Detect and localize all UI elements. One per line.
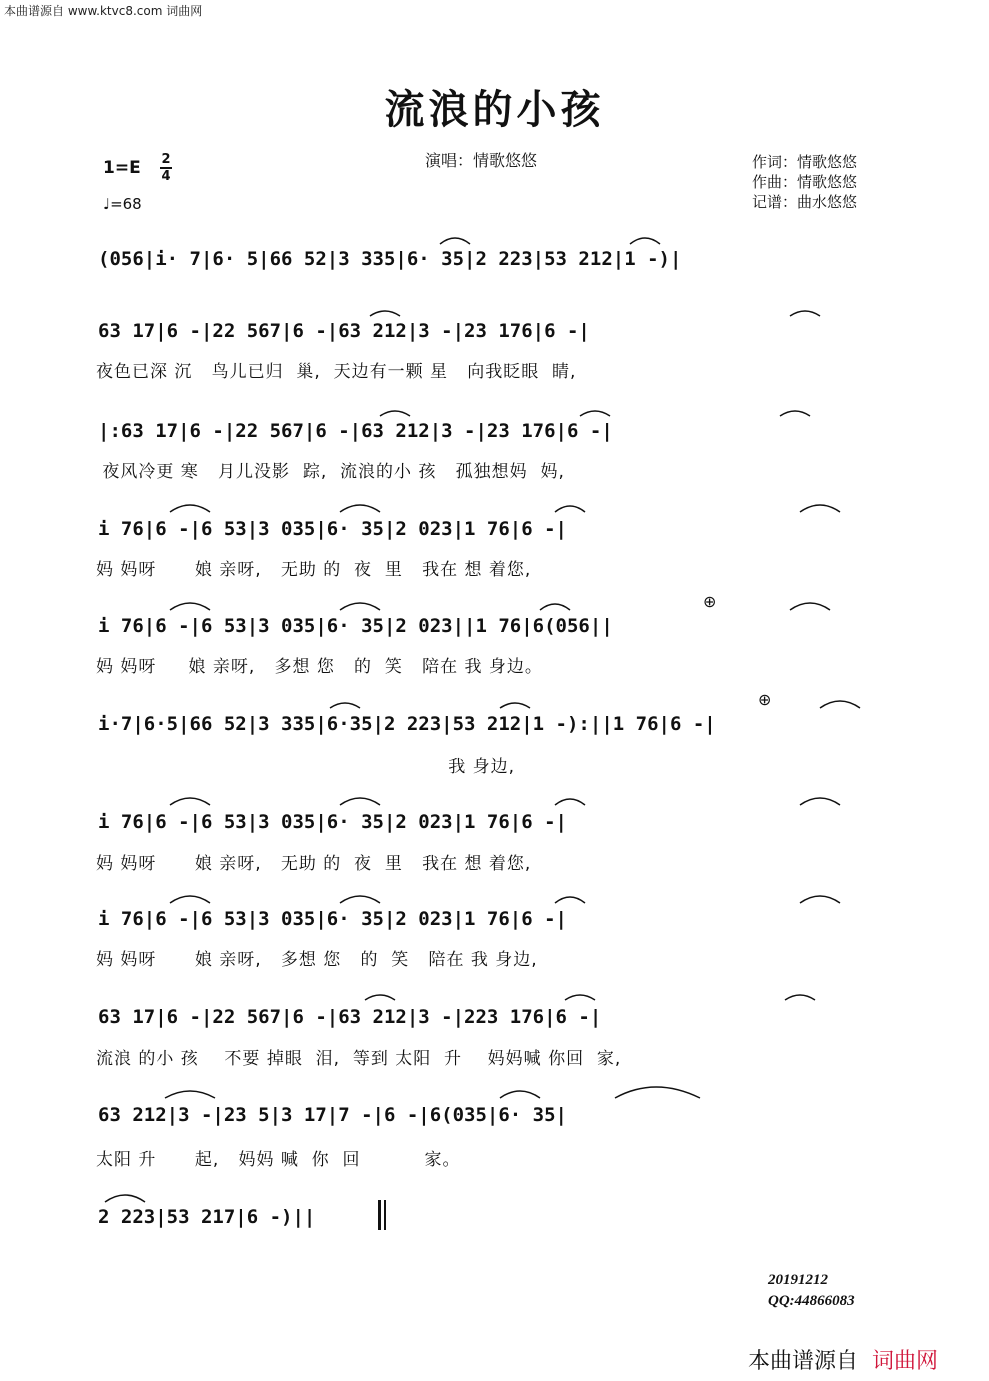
slur-mark	[800, 896, 840, 903]
slur-mark	[365, 995, 395, 1000]
notation-line-11: 2 223|53 217|6 -)||	[98, 1206, 316, 1228]
slur-mark	[555, 897, 585, 903]
slur-mark	[165, 1091, 215, 1098]
notation-line-1: (056|i· 7|6· 5|66 52|3 335|6· 35|2 223|53 212|1 -)|	[98, 248, 682, 270]
slur-mark	[580, 411, 610, 416]
lyrics-line-7: 妈 妈呀 娘 亲呀, 无助 的 夜 里 我在 想 着您,	[96, 854, 532, 874]
slur-mark	[555, 799, 585, 805]
notation-line-7: i 76|6 -|6 53|3 035|6· 35|2 023|1 76|6 -|	[98, 811, 567, 833]
slur-mark	[615, 1087, 700, 1098]
composer-credit: 作曲：情歌悠悠	[752, 173, 858, 191]
lyrics-line-9: 流浪 的小 孩 不要 掉眼 泪, 等到 太阳 升 妈妈喊 你回 家,	[96, 1049, 622, 1069]
notation-line-9: 63 17|6 -|22 567|6 -|63 212|3 -|223 176|6 -|	[98, 1006, 602, 1028]
singer-credit: 演唱：情歌悠悠	[425, 151, 538, 170]
slur-mark	[790, 311, 820, 316]
tempo-marking: ♩=68	[103, 195, 142, 213]
slur-mark	[555, 506, 585, 512]
final-barline	[378, 1200, 381, 1230]
slur-mark	[790, 603, 830, 610]
source-watermark-text: 本曲谱源自 www.ktvc8.com 词曲网	[4, 4, 203, 18]
notation-line-6: i·7|6·5|66 52|3 335|6·35|2 223|53 212|1 -):||1 76|6 -|	[98, 713, 716, 735]
slur-mark	[170, 603, 210, 610]
notation-line-10: 63 212|3 -|23 5|3 17|7 -|6 -|6(035|6· 35|	[98, 1104, 567, 1126]
lyrics-line-4: 妈 妈呀 娘 亲呀, 无助 的 夜 里 我在 想 着您,	[96, 560, 532, 580]
slur-mark	[820, 701, 860, 708]
slur-mark	[380, 411, 410, 416]
transcriber-credit: 记谱：曲水悠悠	[752, 193, 858, 211]
lyrics-line-10: 太阳 升 起, 妈妈 喊 你 回 家。	[96, 1150, 461, 1170]
notation-line-3: |:63 17|6 -|22 567|6 -|63 212|3 -|23 176|6 -|	[98, 420, 613, 442]
brand-right-text: 词曲网	[872, 1349, 939, 1374]
slur-mark	[170, 505, 210, 512]
brand-left-text: 本曲谱源自	[748, 1349, 859, 1374]
slur-mark	[330, 703, 360, 708]
notation-line-2: 63 17|6 -|22 567|6 -|63 212|3 -|23 176|6 -|	[98, 320, 590, 342]
song-title: 流浪的小孩	[384, 86, 605, 133]
brand-footer	[748, 1344, 938, 1375]
slur-mark	[780, 411, 810, 416]
slur-mark	[340, 603, 380, 610]
date-and-contact	[768, 1270, 855, 1312]
qq-contact: QQ:44866083	[768, 1293, 855, 1309]
meter-top: 2	[161, 152, 171, 167]
notation-line-4: i 76|6 -|6 53|3 035|6· 35|2 023|1 76|6 -|	[98, 518, 567, 540]
slur-mark	[800, 798, 840, 805]
slur-mark	[630, 238, 660, 244]
lyrics-line-3: 夜风冷更 寒 月儿没影 踪, 流浪的小 孩 孤独想妈 妈,	[96, 462, 565, 482]
slur-mark	[565, 995, 595, 1000]
slur-mark	[340, 798, 380, 805]
lyrics-line-8: 妈 妈呀 娘 亲呀, 多想 您 的 笑 陪在 我 身边,	[96, 950, 538, 970]
slur-mark	[340, 896, 380, 903]
slur-mark	[340, 505, 380, 512]
slur-mark	[170, 798, 210, 805]
slur-mark	[170, 896, 210, 903]
slur-mark	[440, 238, 470, 244]
notation-line-5: i 76|6 -|6 53|3 035|6· 35|2 023||1 76|6(056||	[98, 615, 613, 637]
final-barline	[384, 1200, 386, 1230]
slur-mark	[105, 1195, 145, 1202]
coda-sign-icon: ⊕	[758, 690, 772, 709]
notation-line-8: i 76|6 -|6 53|3 035|6· 35|2 023|1 76|6 -|	[98, 908, 567, 930]
slur-mark	[785, 995, 815, 1000]
slur-mark	[370, 311, 400, 316]
slur-mark	[800, 505, 840, 512]
date-stamp: 20191212	[768, 1272, 828, 1288]
meter-bottom: 4	[161, 169, 171, 184]
slur-mark	[500, 703, 530, 708]
lyrics-line-5: 妈 妈呀 娘 亲呀, 多想 您 的 笑 陪在 我 身边。	[96, 657, 543, 677]
key-signature: 1=E	[103, 158, 141, 178]
slur-mark	[540, 604, 570, 610]
lyrics-line-2: 夜色已深 沉 鸟儿已归 巢, 天边有一颗 星 向我眨眼 睛,	[96, 362, 577, 382]
lyricist-credit: 作词：情歌悠悠	[752, 153, 858, 171]
coda-sign-icon: ⊕	[703, 592, 717, 611]
lyrics-line-6: 我 身边,	[96, 757, 516, 777]
slur-mark	[500, 1091, 540, 1098]
